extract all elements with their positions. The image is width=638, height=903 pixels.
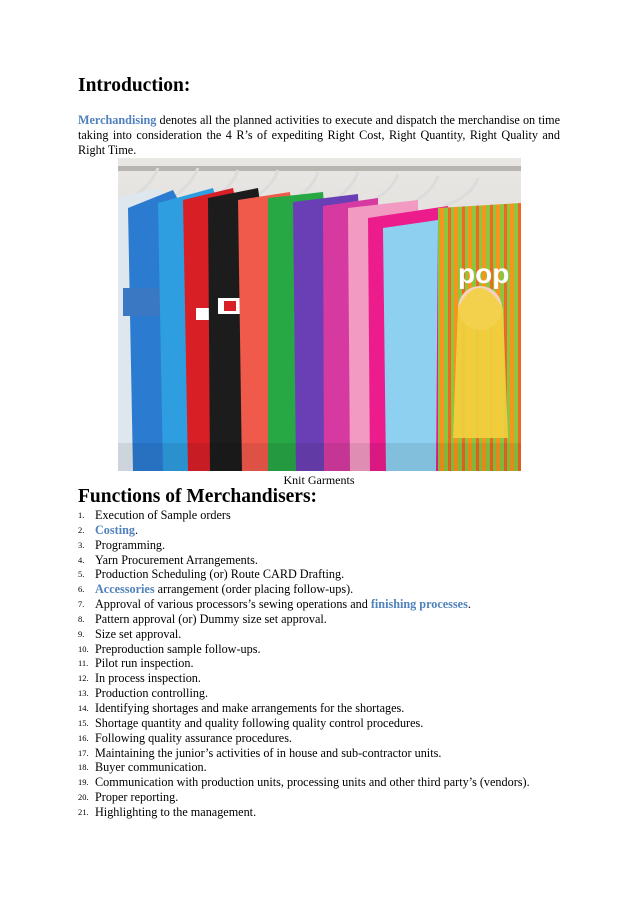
list-text (95, 582, 353, 597)
costing-link[interactable]: Costing (95, 522, 135, 537)
finishing-processes-link[interactable]: finishing processes (370, 597, 468, 612)
list-number: 11. (78, 658, 89, 669)
list-number: 3. (78, 539, 85, 550)
list-text: Identifying shortages and make arrangements for the shortages. (95, 700, 405, 715)
list-item (78, 701, 578, 716)
introduction-heading: Introduction: (78, 75, 191, 96)
list-text: Buyer communication. (95, 760, 207, 775)
list-number: 19. (78, 777, 89, 788)
list-text: Programming. (95, 537, 166, 552)
list-number: 13. (78, 688, 89, 699)
introduction-paragraph (78, 113, 560, 158)
list-item (78, 553, 578, 568)
list-number: 7. (78, 599, 85, 610)
list-item (78, 642, 578, 657)
list-item (78, 731, 578, 746)
list-text-suffix: . (467, 597, 471, 612)
list-text: Pilot run inspection. (95, 656, 194, 671)
list-item (78, 567, 578, 582)
list-item (78, 508, 578, 523)
knit-garments-photo (118, 158, 521, 471)
list-text: Yarn Procurement Arrangements. (95, 552, 258, 567)
list-text-suffix: . (134, 522, 139, 537)
svg-text:pop: pop (458, 258, 510, 289)
list-text: Production Scheduling (or) Route CARD Drafting. (95, 567, 345, 582)
list-item (78, 538, 578, 553)
list-number: 1. (78, 510, 85, 520)
list-item (78, 597, 578, 612)
list-number: 9. (78, 628, 85, 639)
list-text: Proper reporting. (95, 790, 179, 805)
functions-list (78, 508, 578, 820)
accessories-link[interactable]: Accessories (95, 582, 155, 597)
list-text: In process inspection. (95, 671, 201, 686)
list-text-prefix: Approval of various processors’s sewing operations and (95, 597, 371, 612)
list-text: Execution of Sample orders (95, 508, 231, 522)
functions-heading: Functions of Merchandisers: (78, 486, 318, 507)
list-text (95, 523, 138, 538)
list-number: 15. (78, 717, 89, 728)
list-number: 2. (78, 524, 85, 535)
list-item (78, 775, 578, 790)
list-number: 6. (78, 584, 85, 595)
list-item (78, 805, 578, 820)
list-text: Size set approval. (95, 626, 182, 641)
list-text: Maintaining the junior’s activities of in house and sub-contractor units. (95, 745, 442, 760)
list-item (78, 671, 578, 686)
list-number: 20. (78, 792, 89, 803)
list-number: 17. (78, 747, 89, 758)
list-item (78, 760, 578, 775)
list-text-suffix: arrangement (order placing follow-ups). (154, 582, 354, 597)
list-item (78, 582, 578, 597)
list-text (95, 597, 471, 612)
list-number: 5. (78, 569, 85, 580)
list-number: 10. (78, 643, 89, 654)
list-number: 16. (78, 732, 89, 743)
figure-caption: Knit Garments (283, 473, 355, 487)
list-number: 8. (78, 613, 85, 624)
list-item (78, 790, 578, 805)
list-number: 4. (78, 554, 85, 565)
list-text: Production controlling. (95, 686, 209, 701)
list-item (78, 612, 578, 627)
list-number: 18. (78, 762, 89, 773)
list-item (78, 523, 578, 538)
merchandising-link[interactable]: Merchandising (78, 113, 157, 127)
list-number: 21. (78, 806, 89, 817)
list-item (78, 656, 578, 671)
list-text: Highlighting to the management. (95, 804, 257, 819)
list-text: Pattern approval (or) Dummy size set approval. (95, 611, 327, 626)
list-item (78, 627, 578, 642)
list-item (78, 716, 578, 731)
list-text: Communication with production units, processing units and other third party’s (vendors). (95, 775, 530, 790)
list-number: 12. (78, 673, 89, 684)
list-text: Shortage quantity and quality following quality control procedures. (95, 715, 424, 730)
introduction-text: denotes all the planned activities to execute and dispatch the merchandise on time taking into consideration the 4 R’s of expediting Right Cost, Right Quantity, Right Quality and Right Time. (78, 113, 560, 157)
list-item (78, 746, 578, 761)
list-text: Following quality assurance procedures. (95, 730, 292, 745)
list-text: Preproduction sample follow-ups. (95, 641, 261, 656)
list-item (78, 686, 578, 701)
list-number: 14. (78, 702, 89, 713)
